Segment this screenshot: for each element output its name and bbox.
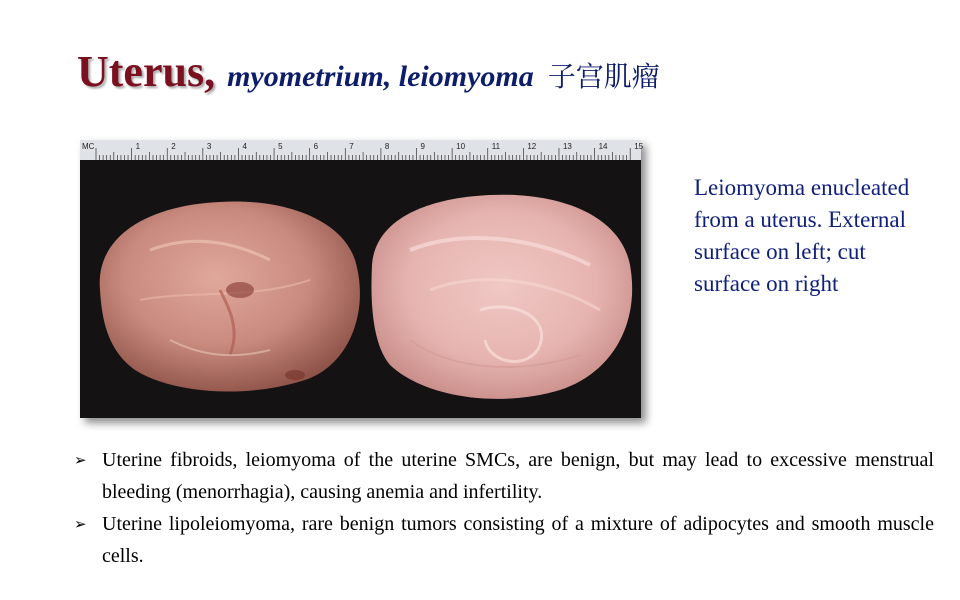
ruler-label: MC — [82, 142, 95, 151]
ruler-label: 1 — [135, 142, 141, 151]
ruler-label: 15 — [634, 142, 644, 151]
specimen-external-surface — [100, 202, 360, 392]
ruler-label: 2 — [171, 142, 176, 151]
list-item — [74, 508, 934, 572]
ruler-label: 12 — [527, 142, 537, 151]
arrow-bullet-icon: ➢ — [74, 515, 87, 533]
bullet-text: Uterine lipoleiomyoma, rare benign tumors consisting of a mixture of adipocytes and smooth muscle cells. — [102, 513, 934, 567]
arrow-bullet-icon: ➢ — [74, 451, 87, 469]
ruler-label: 8 — [384, 142, 390, 151]
ruler-label: 4 — [242, 142, 247, 151]
ruler-label: 3 — [206, 142, 212, 151]
ruler-label: 9 — [420, 142, 425, 151]
list-item — [74, 444, 934, 508]
photo-caption: Leiomyoma enucleated from a uterus. External surface on left; cut surface on right — [694, 175, 910, 296]
title-main: Uterus, — [77, 47, 216, 96]
specimen-photo — [80, 140, 644, 418]
ruler-label: 7 — [349, 142, 354, 151]
title-chinese: 子宫肌瘤 — [547, 60, 660, 93]
ruler — [80, 140, 644, 160]
specimen-illustration — [80, 140, 644, 418]
ruler-label: 11 — [491, 142, 501, 151]
title-subtitle: myometrium, leiomyoma — [227, 60, 534, 93]
specimen-cut-surface — [371, 195, 632, 399]
ruler-label: 5 — [278, 142, 283, 151]
slide-title — [77, 46, 660, 97]
ruler-label: 10 — [456, 142, 466, 151]
ruler-label: 6 — [313, 142, 319, 151]
bullet-text: Uterine fibroids, leiomyoma of the uterine SMCs, are benign, but may lead to excessive menstrual bleeding (menorrhagia), causing anemia and infertility. — [102, 449, 934, 503]
ruler-label: 14 — [598, 142, 608, 151]
bullet-list — [74, 444, 934, 572]
ruler-label: 13 — [562, 142, 572, 151]
